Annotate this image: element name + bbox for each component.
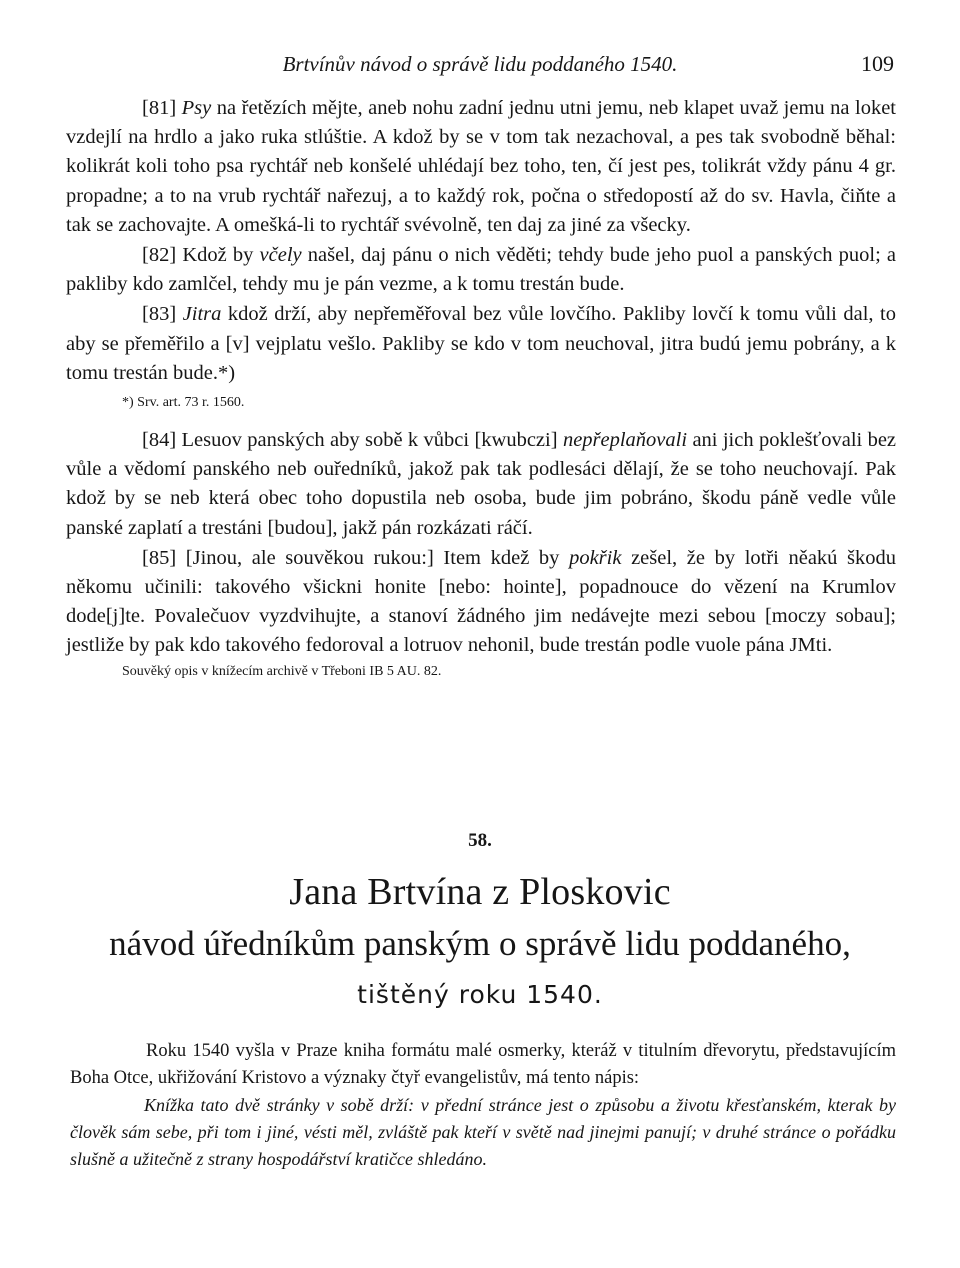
article-text: ani jich poklešťovali bez vůle a vědomí panského neb ouředníků, jakož pak tak podlesáci dělají, že se toho neuchovají. Pak kdož by se neb která obec toho dopustila neb osoba, bude jim pobráno, škodu páně vedle vůle panské zaplatí a trestáni [budou], jakž pán rozkázati ráčí. (66, 429, 897, 539)
source-note: Souvěký opis v knížecím archivě v Třeboni IB 5 AU. 82. (122, 663, 442, 679)
article-keyword: Psy (181, 97, 212, 119)
footnote: *) Srv. art. 73 r. 1560. (122, 395, 245, 411)
running-title: Brtvínův návod o správě lidu poddaného 1540. (282, 52, 678, 76)
article-number: [83] (142, 303, 177, 326)
article-keyword: včely (259, 244, 302, 267)
article-number: [81] (142, 97, 177, 119)
document-heading-subtitle: tištěný roku 1540. (357, 980, 603, 1009)
article-number: [82] (142, 244, 177, 267)
article-number: [84] (142, 429, 177, 452)
running-head (66, 48, 894, 80)
document-heading-title: návod úředníkům panským o správě lidu poddaného, (109, 924, 851, 963)
article-text-lead: Kdož by (182, 244, 254, 267)
article-81 (66, 94, 896, 240)
article-text: zešel, že by lotři něakú škodu někomu učinili: takového všickni honite [nebo: hointe], popadnouce do vězení na Krumlov dode[j]te. Povalečuov vyzdvihujte, a stanoví žádného jim nedávejte mezi sebou [moczy sobau]; jestliže by pak kdo takového fedoroval a lotruov nehonil, bude trestán podle vuole pána JMti. (66, 546, 897, 657)
article-text: našel, daj pánu o nich věděti; tehdy bude jeho puol a panských puol; a pakliby kdo zamlčel, tehdy mu je pán vezme, a k tomu trestán bude. (66, 244, 897, 296)
articles-section (66, 94, 896, 683)
article-keyword: pokřik (569, 546, 622, 569)
title-quote: Knížka tato dvě stránky v sobě drží: v přední stránce jest o způsobu a životu křesťanském, kterak by člověk sám sebe, při tom i jiné, vésti měl, zvláště pak kteří v světě nad jinejmi panují; v druhé stránce o pořádku slušně a užitečně z strany hospodářství kratičce shledáno. (70, 1095, 896, 1169)
article-keyword: nepřeplaňovali (562, 429, 688, 452)
article-82 (66, 241, 896, 299)
article-text: na řetězích mějte, aneb nohu zadní jednu utni jemu, neb klapet uvaž jemu na loket vzdejlí na hrdlo a jako ruka stlúštie. A kdož by se v tom tak nezachoval, a pes tak svobodně běhal: kolikrát koli toho psa rychtář neb konšelé uhlédají bez toho, ten, čí jest pes, tolikrát vždy pánu 4 gr. propadne; a to na vrub rychtář nařezuj, a to každý rok, počna o středopostí až do sv. Havla, čiňte a tak se zachovajte. A omešká-li to rychtář svévolně, ten daj za jiné za všecky. (66, 97, 896, 236)
article-84 (66, 426, 896, 543)
document-heading-author: Jana Brtvína z Ploskovic (289, 871, 671, 913)
article-text-lead: [Jinou, ale souvěkou rukou:] Item kdež by (185, 546, 560, 569)
article-text: kdož drží, aby nepřeměřoval bez vůle lovčího. Pakliby lovčí k tomu vůli dal, to aby se přeměřilo a [v] vejplatu vešlo. Pakliby se kdo v tom neuchoval, jitra budú jemu pobrány, a k tomu trestán bude.*) (66, 303, 897, 384)
intro-paragraph: Roku 1540 vyšla v Praze kniha formátu malé osmerky, kteráž v titulním dřevorytu, představujícím Boha Otce, ukřižování Kristovo a význaky čtyř evangelistův, má tento nápis: (70, 1041, 896, 1088)
article-85 (66, 544, 896, 661)
intro-section (70, 1038, 896, 1173)
page-number: 109 (861, 51, 894, 76)
article-text-lead: Lesuov panských aby sobě k vůbci [kwubczi] (181, 429, 558, 452)
article-number: [85] (142, 546, 177, 569)
article-83 (66, 300, 896, 388)
article-keyword: Jitra (182, 303, 222, 326)
document-number: 58. (468, 830, 492, 851)
